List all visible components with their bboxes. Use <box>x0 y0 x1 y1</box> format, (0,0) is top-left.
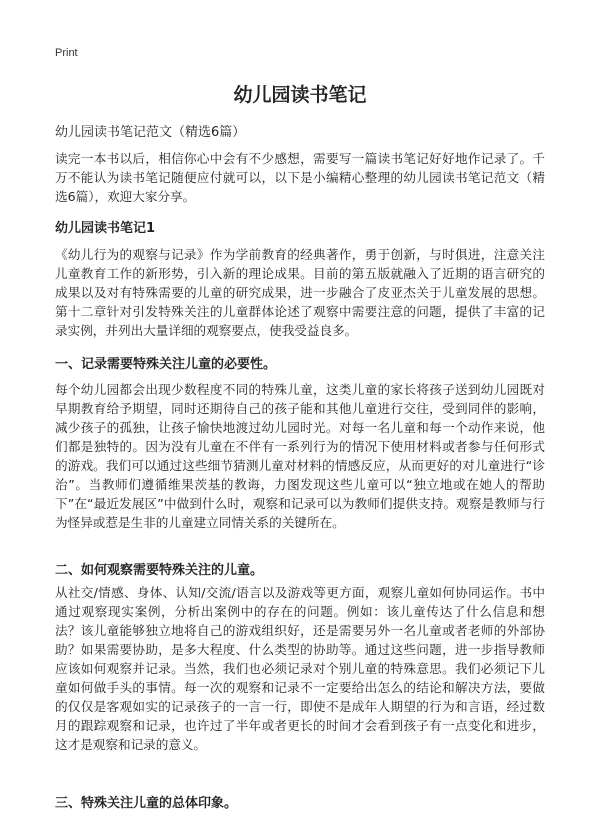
section1-heading: 一、记录需要特殊关注儿童的必要性。 <box>55 357 277 372</box>
print-link[interactable]: Print <box>55 47 78 59</box>
section2-heading: 二、如何观察需要特殊关注的儿童。 <box>55 563 264 578</box>
note1-paragraph: 《幼儿行为的观察与记录》作为学前教育的经典著作，勇于创新，与时俱进，注意关注儿童教育工作的新形势，引入新的理论成果。目前的第五版就融入了近期的语言研究的成果以及对有特殊需要的儿童的研究成果，进一步融合了皮亚杰关于儿童发展的思想。第十二章针对引发特殊关注的儿童群体论述了观察中需要注意的问题，提供了丰富的记录实例，并列出大量详细的观察要点，使我受益良多。 <box>55 247 545 338</box>
section1-paragraph: 每个幼儿园都会出现少数程度不同的特殊儿童，这类儿童的家长将孩子送到幼儿园既对早期教育给予期望，同时还期待自己的孩子能和其他儿童进行交往，受到同伴的影响，减少孩子的孤独，让孩子愉快地渡过幼儿园时光。对每一名儿童和每一个动作来说，他们都是独特的。因为没有儿童在不伴有一系列行为的情况下使用材料或者参与任何形式的游戏。我们可以通过这些细节猜测儿童对材料的情感反应，从而更好的对儿童进行“诊治”。当教师们遵循维果茨基的教诲，力图发现这些儿童可以“独立地或在她人的帮助下”在“最近发展区”中做到什么时，观察和记录可以为教师们提供支持。观察是教师与行为怪异或惹是生非的儿童建立同情关系的关键所在。 <box>55 382 545 530</box>
document-subtitle: 幼儿园读书笔记范文（精选6篇） <box>55 125 246 140</box>
section2-paragraph: 从社交/情感、身体、认知/交流/语言以及游戏等更方面，观察儿童如何协同运作。书中通过观察现实案例，分析出案例中的存在的问题。例如：该儿童传达了什么信息和想法？该儿童能够独立地将自己的游戏组织好，还是需要另外一名儿童或者老师的外部协助？如果需要协助，是多大程度、什么类型的协助等。通过这些问题，进一步指导教师应该如何观察并记录。当然，我们也必须记录对个别儿童的特殊意思。我们必须记下儿童如何做手头的事情。每一次的观察和记录不一定要给出怎么的结论和解决方法，要做的仅仅是客观如实的记录孩子的一言一行，即使不是成年人期望的行为和言语，经过数月的跟踪观察和记录，也许过了半年或者更长的时间才会看到孩子有一点变化和进步，这才是观察和记录的意义。 <box>55 585 545 752</box>
note1-heading: 幼儿园读书笔记1 <box>55 221 156 236</box>
page-title: 幼儿园读书笔记 <box>233 84 367 106</box>
intro-paragraph: 读完一本书以后，相信你心中会有不少感想，需要写一篇读书笔记好好地作记录了。千万不能认为读书笔记随便应付就可以，以下是小编精心整理的幼儿园读书笔记范文（精选6篇），欢迎大家分享。 <box>55 151 545 204</box>
section3-heading: 三、特殊关注儿童的总体印象。 <box>55 796 238 811</box>
